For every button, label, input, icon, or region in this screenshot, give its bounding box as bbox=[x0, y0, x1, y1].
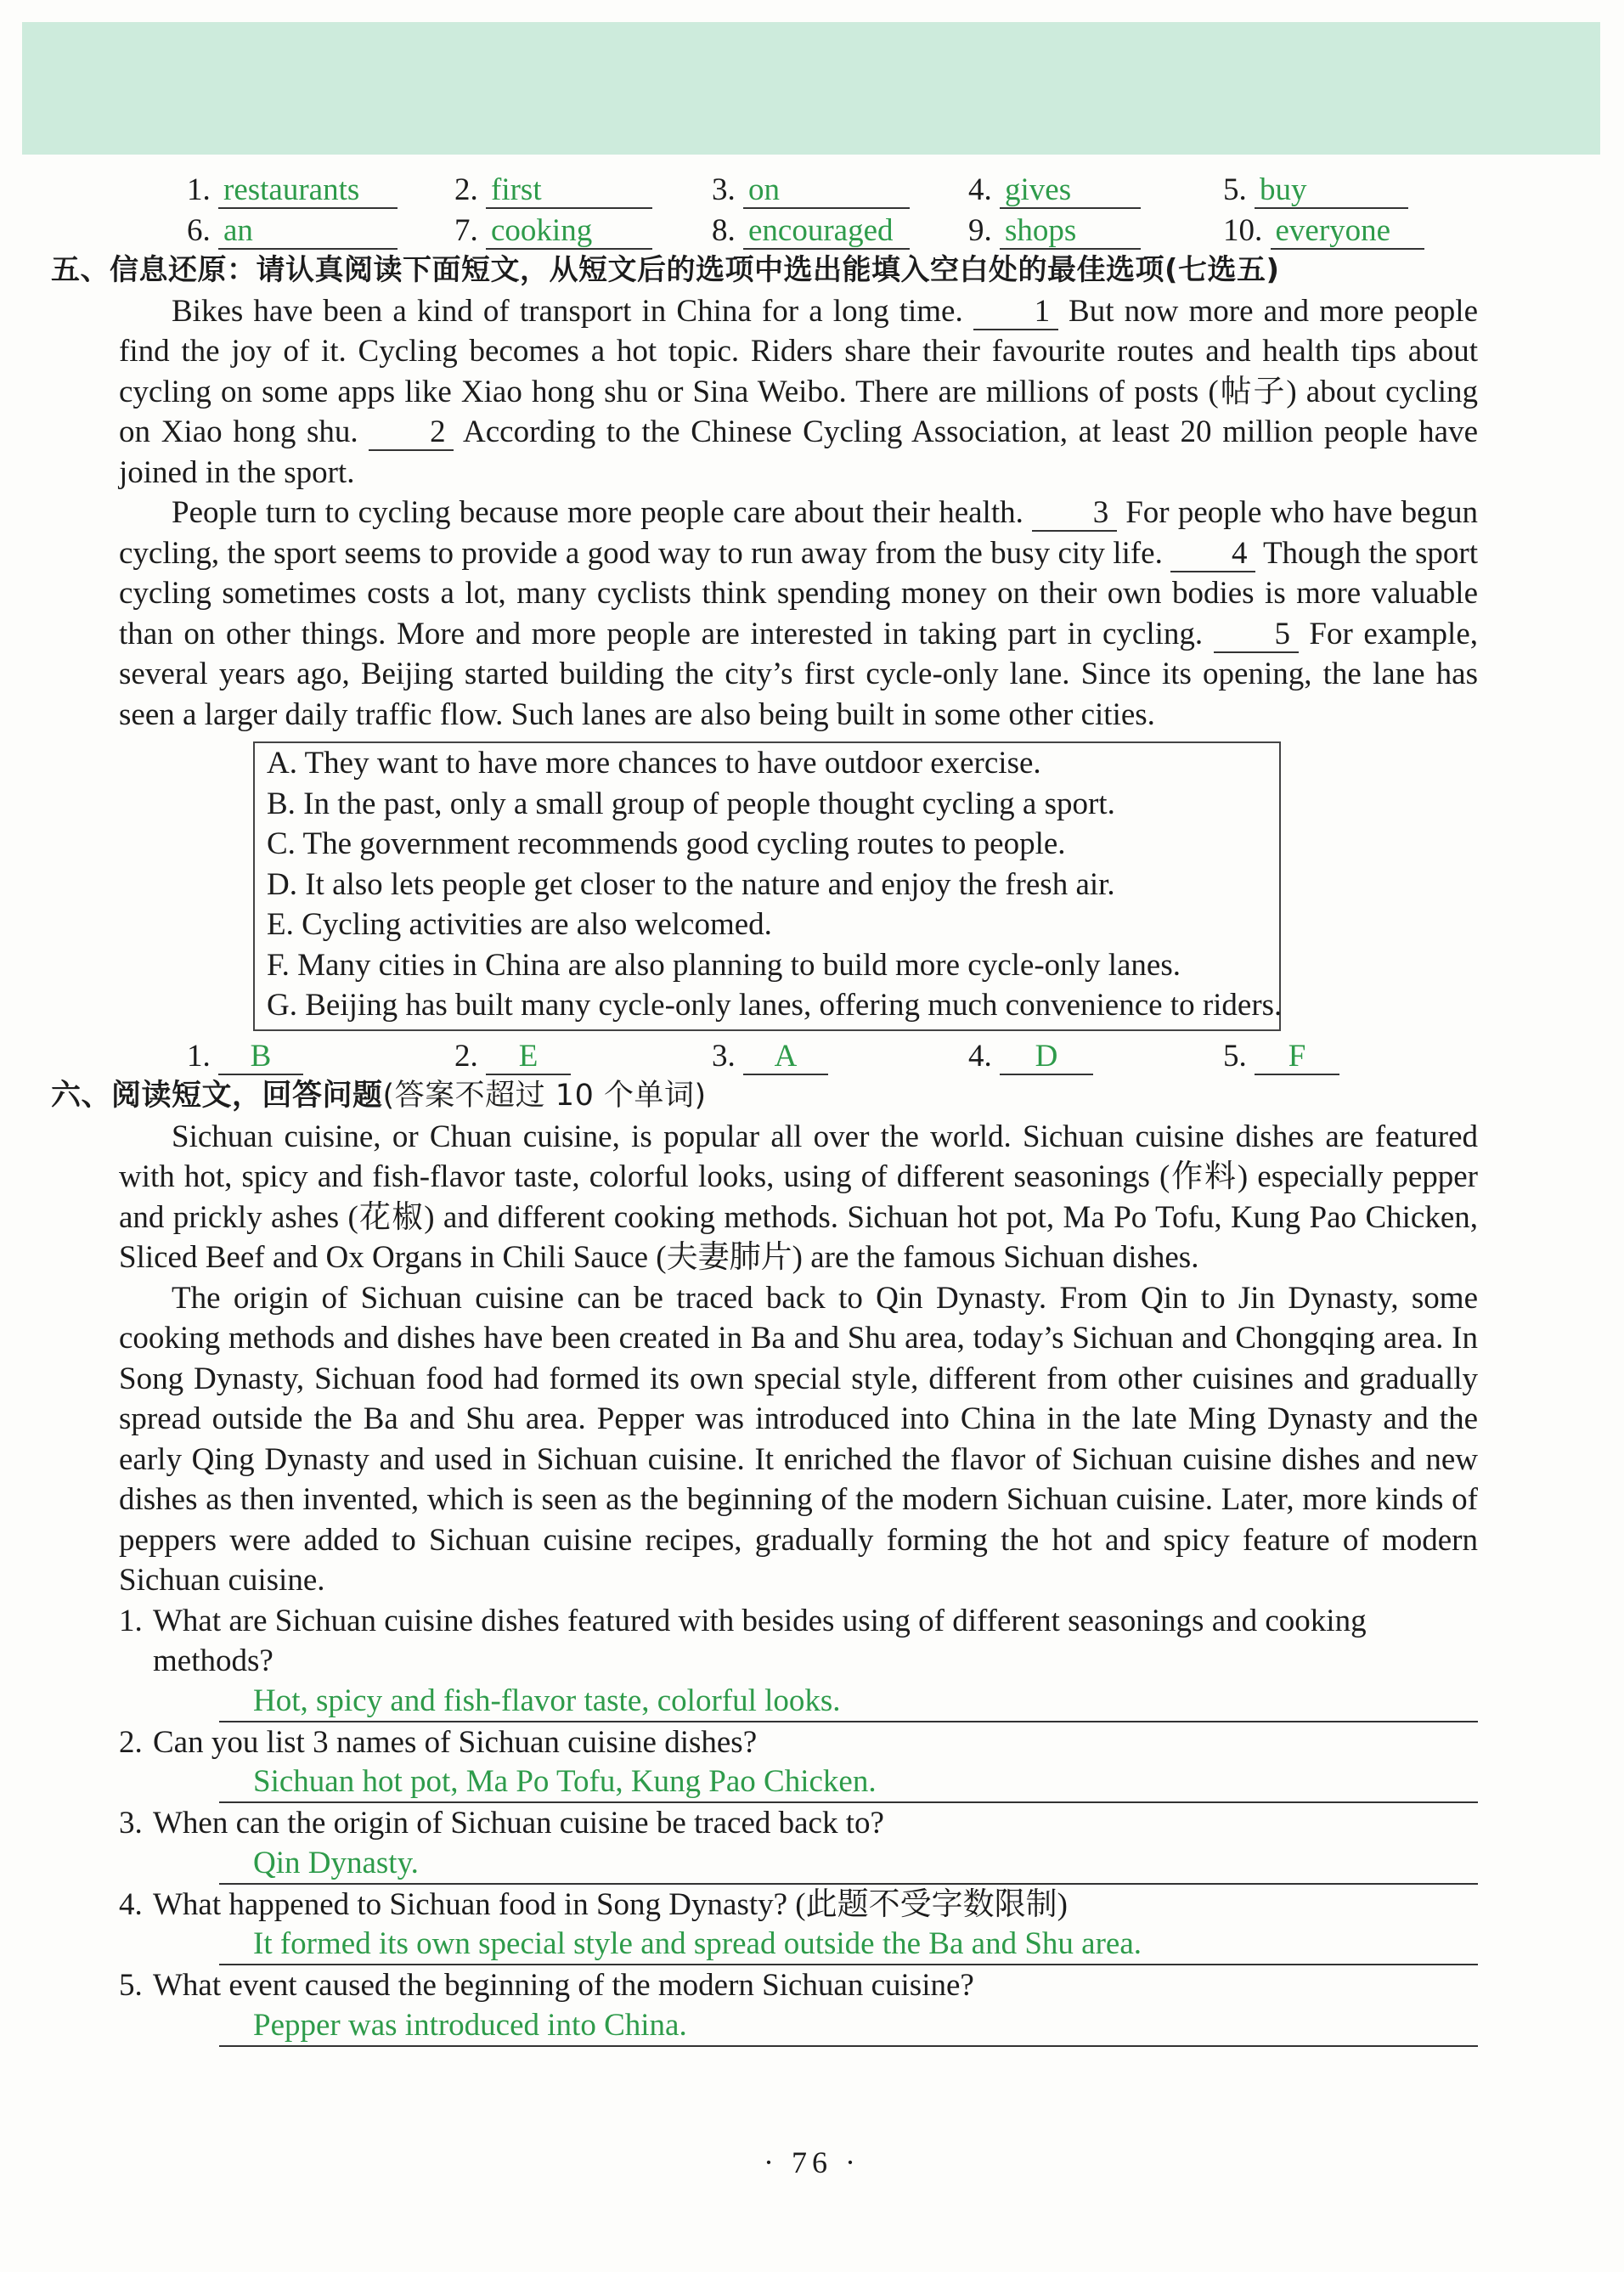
section-6-paragraph-2: The origin of Sichuan cuisine can be traced back to Qin Dynasty. From Qin to Jin Dynasty, some cooking methods and dishes have been created in Ba and Shu area, today’s Sichuan and Chongqing area. In Song Dynasty, Sichuan food had formed its own special style, different from other cuisines and gradually spread outside the Ba and Shu area. Pepper was introduced into China in the late Ming Dynasty and the early Qing Dynasty and used in Sichuan cuisine. It enriched the flavor of Sichuan cuisine dishes and new dishes as then invented, which is seen as the beginning of the modern Sichuan cuisine. Later, more kinds of peppers were added to Sichuan cuisine recipes, gradually forming the hot and spicy feature of modern Sichuan cuisine. bbox=[119, 1280, 1478, 1598]
fill-item: 2. first bbox=[454, 170, 652, 211]
choice-answer: 2. E bbox=[454, 1036, 571, 1077]
fill-answer: on bbox=[743, 173, 910, 209]
answer-5: Pepper was introduced into China. bbox=[219, 2006, 1478, 2047]
blank-5: 5 bbox=[1214, 617, 1299, 653]
blank-3: 3 bbox=[1032, 496, 1117, 532]
question-2: 2. Can you list 3 names of Sichuan cuisine dishes? bbox=[119, 1724, 758, 1760]
fill-item: 10. everyone bbox=[1223, 211, 1424, 251]
option-a: A. They want to have more chances to have outdoor exercise. bbox=[267, 746, 1041, 781]
fill-item: 3. on bbox=[712, 170, 910, 211]
option-b: B. In the past, only a small group of people thought cycling a sport. bbox=[267, 786, 1115, 821]
question-3: 3. When can the origin of Sichuan cuisine be traced back to? bbox=[119, 1806, 884, 1841]
option-f: F. Many cities in China are also planning to build more cycle-only lanes. bbox=[267, 947, 1181, 983]
section-5-heading: 五、信息还原：请认真阅读下面短文，从短文后的选项中选出能填入空白处的最佳选项(七选五) bbox=[51, 253, 1280, 287]
option-c: C. The government recommends good cycling routes to people. bbox=[267, 826, 1066, 861]
choice-answer: 4. D bbox=[968, 1036, 1093, 1077]
section-6-note: (答案不超过 10 个单词) bbox=[382, 1079, 707, 1113]
blank-1: 1 bbox=[973, 295, 1058, 330]
answer-1: Hot, spicy and fish-flavor taste, colorful looks. bbox=[219, 1682, 1478, 1722]
fill-answer: everyone bbox=[1271, 214, 1424, 250]
option-g: G. Beijing has built many cycle-only lanes, offering much convenience to riders. bbox=[267, 988, 1283, 1023]
fill-answers-row-2 bbox=[119, 211, 1478, 251]
answer-2: Sichuan hot pot, Ma Po Tofu, Kung Pao Chicken. bbox=[219, 1762, 1478, 1803]
section-5-paragraph-2: People turn to cycling because more people care about their health. 3 For people who have begun cycling, the sport seems to provide a good way to run away from the busy city life. 4 Though the sport cycling sometimes costs a lot, many cyclists think spending money on their own bodies is more valuable than on other things. More and more people are interested in taking part in cycling. 5 For example, several years ago, Beijing started building the city’s first cycle-only lane. Since its opening, the lane has seen a larger daily traffic flow. Such lanes are also being built in some other cities. bbox=[119, 495, 1478, 732]
blank-4: 4 bbox=[1170, 537, 1255, 572]
option-d: D. It also lets people get closer to the nature and enjoy the fresh air. bbox=[267, 866, 1115, 902]
choice-answer: 1. B bbox=[187, 1036, 303, 1077]
fill-answer: gives bbox=[1000, 173, 1141, 209]
fill-item: 6. an bbox=[187, 211, 398, 251]
fill-answer: shops bbox=[1000, 214, 1141, 250]
fill-answer: restaurants bbox=[218, 173, 398, 209]
answer-4: It formed its own special style and spread outside the Ba and Shu area. bbox=[219, 1925, 1478, 1965]
fill-item: 4. gives bbox=[968, 170, 1141, 211]
page-number: · 76 · bbox=[764, 2145, 860, 2179]
section-5-answers bbox=[119, 1036, 1478, 1077]
section-5-paragraph-1: Bikes have been a kind of transport in China for a long time. 1 But now more and more people find the joy of it. Cycling becomes a hot topic. Riders share their favourite routes and health tips about cycling on some apps like Xiao hong shu or Sina Weibo. There are millions of posts (帖子) about cycling on Xiao hong shu. 2 According to the Chinese Cycling Association, at least 20 million people have joined in the sport. bbox=[119, 293, 1478, 490]
question-4: 4. What happened to Sichuan food in Song Dynasty? (此题不受字数限制) bbox=[119, 1886, 1068, 1922]
fill-answer: first bbox=[486, 173, 652, 209]
fill-answers-row-1 bbox=[119, 170, 1478, 211]
section-6-title: 六、阅读短文，回答问题 bbox=[51, 1079, 383, 1113]
blank-2: 2 bbox=[369, 415, 454, 451]
answer-3: Qin Dynasty. bbox=[219, 1844, 1478, 1885]
choice-answer: 3. A bbox=[712, 1036, 828, 1077]
fill-item: 9. shops bbox=[968, 211, 1141, 251]
fill-answer: cooking bbox=[486, 214, 652, 250]
fill-answer: an bbox=[218, 214, 398, 250]
fill-item: 8. encouraged bbox=[712, 211, 910, 251]
question-text: What happened to Sichuan food in Song Dynasty? (此题不受字数限制) bbox=[153, 1886, 1068, 1922]
question-text: When can the origin of Sichuan cuisine be traced back to? bbox=[153, 1806, 884, 1841]
fill-answer: encouraged bbox=[743, 214, 910, 250]
option-e: E. Cycling activities are also welcomed. bbox=[267, 907, 772, 942]
choice-answer: 5. F bbox=[1223, 1036, 1339, 1077]
fill-item: 1. restaurants bbox=[187, 170, 398, 211]
page-content bbox=[51, 170, 1478, 2047]
header-band bbox=[22, 22, 1600, 155]
section-6-paragraph-1: Sichuan cuisine, or Chuan cuisine, is popular all over the world. Sichuan cuisine dishes are featured with hot, spicy and fish-flavor taste, colorful looks, using of different seasonings (作料) especially pepper and prickly ashes (花椒) and different cooking methods. Sichuan hot pot, Ma Po Tofu, Kung Pao Chicken, Sliced Beef and Ox Organs in Chili Sauce (夫妻肺片) are the famous Sichuan dishes. bbox=[119, 1119, 1478, 1275]
fill-item: 5. buy bbox=[1223, 170, 1408, 211]
options-box bbox=[253, 741, 1281, 1031]
question-1: 1. What are Sichuan cuisine dishes featured with besides using of different seasonings and cooking methods? bbox=[119, 1603, 1367, 1678]
section-6-heading bbox=[51, 1076, 1478, 1117]
fill-answer: buy bbox=[1255, 173, 1408, 209]
question-text: What are Sichuan cuisine dishes featured with besides using of different seasonings and cooking methods? bbox=[153, 1603, 1367, 1678]
question-5: 5. What event caused the beginning of the modern Sichuan cuisine? bbox=[119, 1968, 974, 2003]
question-text: What event caused the beginning of the modern Sichuan cuisine? bbox=[153, 1968, 974, 2003]
fill-item: 7. cooking bbox=[454, 211, 652, 251]
question-text: Can you list 3 names of Sichuan cuisine dishes? bbox=[153, 1724, 758, 1760]
